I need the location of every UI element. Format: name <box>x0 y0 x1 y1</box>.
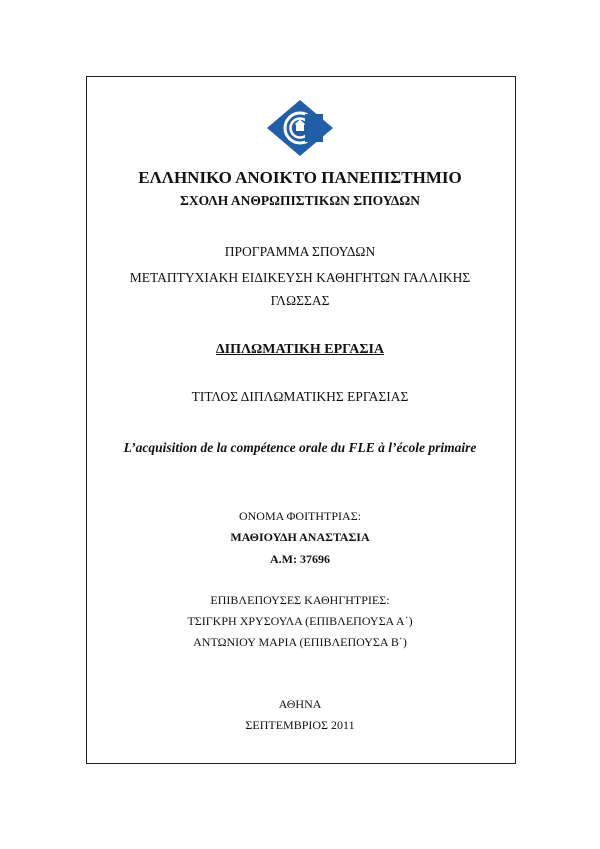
student-label: ΟΝΟΜΑ ΦΟΙΤΗΤΡΙΑΣ: <box>238 509 362 523</box>
thesis-heading: ΔΙΠΛΩΜΑΤΙΚΗ ΕΡΓΑΣΙΑ <box>215 342 385 357</box>
student-registration-number: Α.Μ: 37696 <box>270 552 330 566</box>
supervisor-second: ΑΝΤΩΝΙΟΥ ΜΑΡΙΑ (ΕΠΙΒΛΕΠΟΥΣΑ Β΄) <box>193 635 407 649</box>
city: ΑΘΗΝΑ <box>278 697 322 711</box>
program-name-line1: ΜΕΤΑΠΤΥΧΙΑΚΗ ΕΙΔΙΚΕΥΣΗ ΚΑΘΗΓΗΤΩΝ ΓΑΛΛΙΚΗΣ <box>129 270 471 285</box>
university-name: ΕΛΛΗΝΙΚΟ ΑΝΟΙΚΤΟ ΠΑΝΕΠΙΣΤΗΜΙΟ <box>138 168 462 187</box>
thesis-title: L’acquisition de la compétence orale du FLE à l’école primaire <box>123 440 477 455</box>
supervisor-first: ΤΣΙΓΚΡΗ ΧΡΥΣΟΥΛΑ (ΕΠΙΒΛΕΠΟΥΣΑ Α΄) <box>187 614 413 628</box>
school-name: ΣΧΟΛΗ ΑΝΘΡΩΠΙΣΤΙΚΩΝ ΣΠΟΥΔΩΝ <box>180 193 420 208</box>
date: ΣΕΠΤΕΜΒΡΙΟΣ 2011 <box>245 718 355 732</box>
program-label: ΠΡΟΓΡΑΜΜΑ ΣΠΟΥΔΩΝ <box>224 244 376 259</box>
supervisors-label: ΕΠΙΒΛΕΠΟΥΣΕΣ ΚΑΘΗΓΗΤΡΙΕΣ: <box>210 593 390 607</box>
program-name-line2: ΓΛΩΣΣΑΣ <box>270 293 330 308</box>
student-name: ΜΑΘΙΟΥΔΗ ΑΝΑΣΤΑΣΙΑ <box>230 530 370 544</box>
university-logo-icon <box>265 98 335 158</box>
thesis-title-label: ΤΙΤΛΟΣ ΔΙΠΛΩΜΑΤΙΚΗΣ ΕΡΓΑΣΙΑΣ <box>191 389 409 404</box>
